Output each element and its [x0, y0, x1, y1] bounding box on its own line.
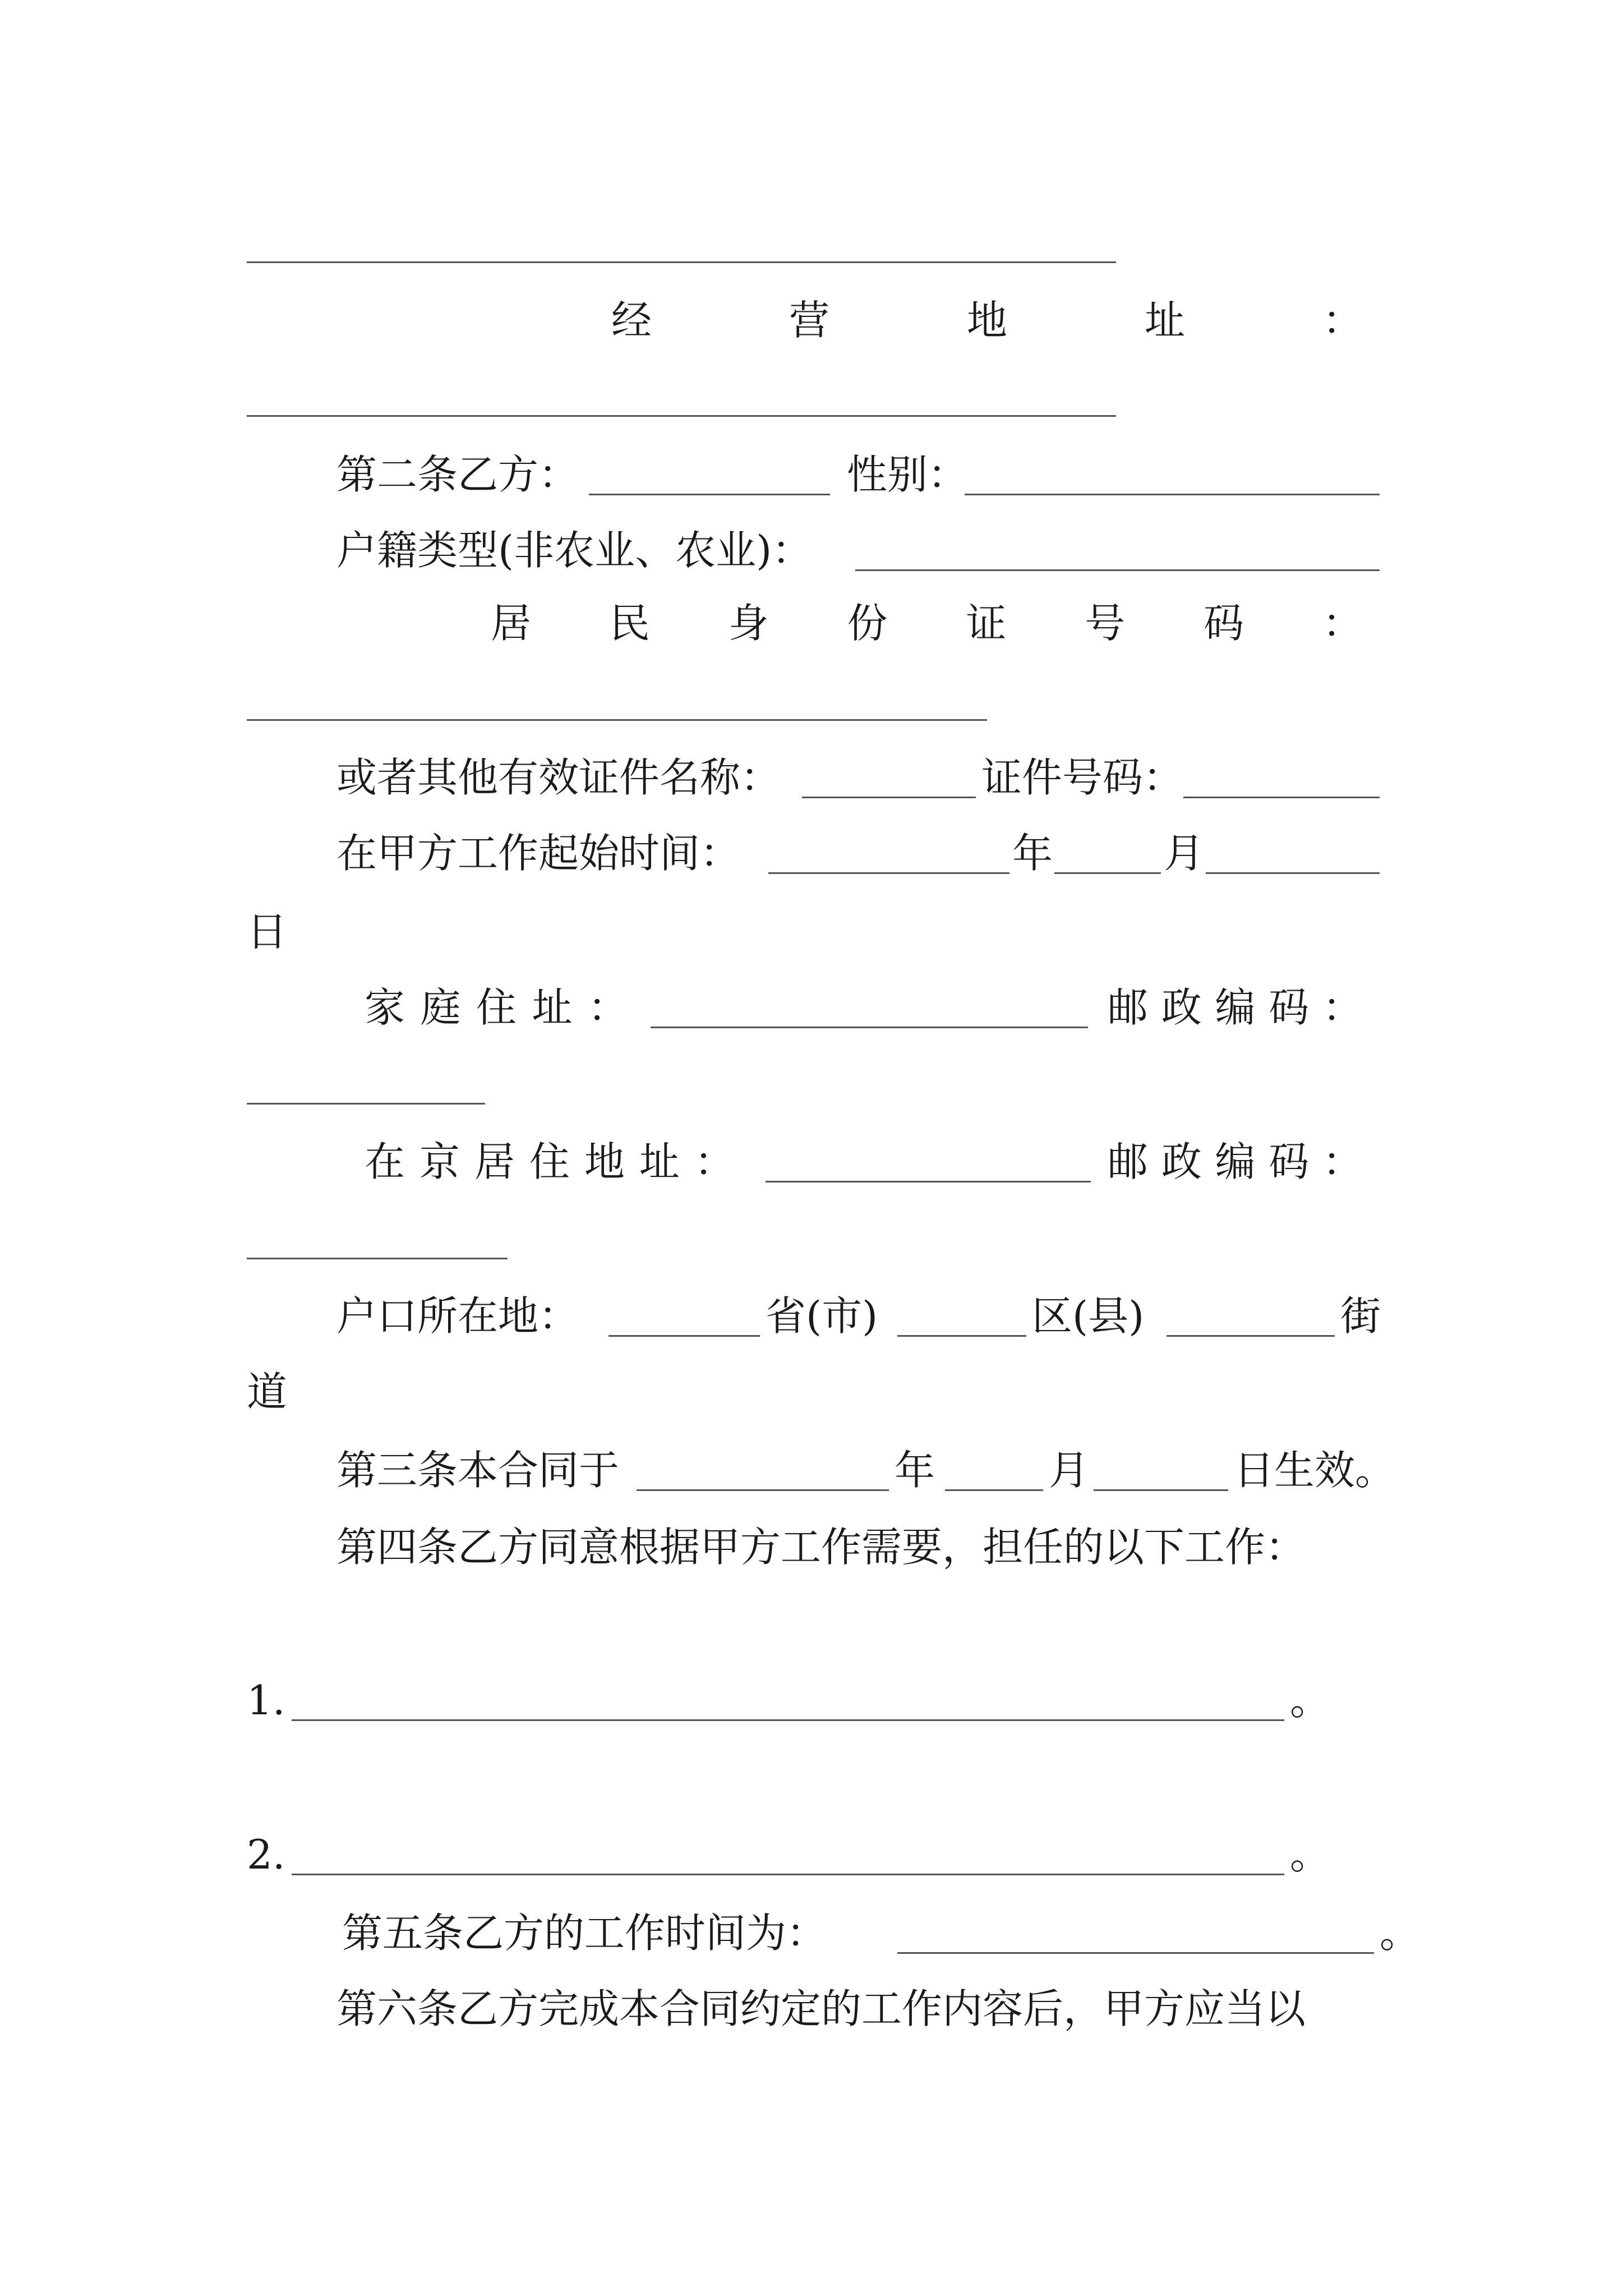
- label-char: 住: [529, 1138, 570, 1185]
- label-char: 民: [609, 600, 650, 647]
- effective-year-blank: [637, 1489, 889, 1491]
- other-id-blank: [802, 797, 976, 798]
- day-char: 日: [247, 908, 288, 955]
- label-char: 在: [365, 1138, 405, 1185]
- cert-number-label: 证件号码：: [981, 754, 1184, 801]
- province-label: 省(市): [766, 1292, 878, 1340]
- business-address-blank: [247, 415, 1116, 417]
- article4-text: 第四条乙方同意根据甲方工作需要，担任的以下工作：: [336, 1524, 1306, 1571]
- month-char: 月: [1164, 830, 1205, 877]
- street-char-1: 街: [1340, 1292, 1381, 1340]
- hukou-type-label: 户籍类型(非农业、农业)：: [336, 527, 813, 574]
- label-char: 居: [474, 1138, 515, 1185]
- label-char: ：: [1322, 984, 1363, 1031]
- postcode-label-2: [1108, 1138, 1363, 1185]
- home-address-label: [365, 984, 628, 1031]
- work-item-2-number: 2.: [247, 1831, 285, 1878]
- beijing-address-blank: [766, 1181, 1091, 1182]
- label-char: 政: [1161, 984, 1202, 1031]
- label-char: 地: [584, 1138, 625, 1185]
- work-item-1-blank: [292, 1719, 1284, 1721]
- cert-number-blank: [1183, 797, 1380, 798]
- label-char: 址: [639, 1138, 680, 1185]
- work-item-2-blank: [292, 1874, 1284, 1875]
- label-char: 家: [365, 984, 405, 1031]
- start-month-blank: [1054, 872, 1161, 874]
- label-char: 营: [789, 297, 829, 344]
- label-char: 编: [1215, 1138, 1256, 1185]
- label-char: 地: [966, 297, 1007, 344]
- start-time-label: 在甲方工作起始时间：: [336, 830, 741, 877]
- other-id-label: 或者其他有效证件名称：: [336, 754, 781, 801]
- effective-month-char: 月: [1049, 1447, 1090, 1494]
- article2-party-b-label: 第二条乙方：: [336, 451, 579, 498]
- label-char: 京: [419, 1138, 460, 1185]
- start-day-blank: [1206, 872, 1380, 874]
- label-char: 编: [1215, 984, 1256, 1031]
- work-item-1-period: 。: [1290, 1677, 1331, 1724]
- label-char: ：: [1322, 1138, 1363, 1185]
- effective-suffix: 日生效。: [1234, 1447, 1396, 1494]
- label-char: ：: [1322, 297, 1363, 344]
- article3-label: 第三条本合同于: [336, 1447, 620, 1494]
- gender-blank: [965, 494, 1380, 495]
- label-char: 证: [966, 600, 1007, 647]
- district-blank: [897, 1335, 1026, 1337]
- effective-month-blank: [945, 1489, 1043, 1491]
- label-char: 邮: [1108, 984, 1149, 1031]
- id-number-blank: [247, 719, 987, 721]
- home-postcode-blank: [247, 1103, 485, 1105]
- label-char: 居: [491, 600, 532, 647]
- province-blank: [608, 1335, 760, 1337]
- label-char: 址: [532, 984, 573, 1031]
- hukou-type-blank: [855, 569, 1380, 571]
- label-char: ：: [694, 1138, 735, 1185]
- work-time-blank: [897, 1952, 1374, 1954]
- label-char: 码: [1269, 1138, 1310, 1185]
- party-b-name-blank: [589, 494, 830, 495]
- postcode-label: [1108, 984, 1363, 1031]
- label-char: ：: [1322, 600, 1363, 647]
- beijing-postcode-blank: [247, 1258, 508, 1259]
- article5-period: 。: [1380, 1910, 1421, 1957]
- label-char: ：: [587, 984, 628, 1031]
- label-char: 址: [1144, 297, 1185, 344]
- label-char: 码: [1204, 600, 1244, 647]
- label-char: 码: [1269, 984, 1310, 1031]
- start-year-blank: [768, 872, 1009, 874]
- label-char: 住: [476, 984, 517, 1031]
- street-char-2: 道: [247, 1368, 288, 1415]
- business-address-label: [611, 297, 1363, 344]
- id-number-label: [491, 600, 1363, 647]
- work-item-2-period: 。: [1290, 1831, 1331, 1878]
- label-char: 庭: [420, 984, 461, 1031]
- blank-line: [247, 261, 1116, 263]
- street-blank: [1166, 1335, 1335, 1337]
- label-char: 邮: [1108, 1138, 1149, 1185]
- article6-text: 第六条乙方完成本合同约定的工作内容后，甲方应当以: [336, 1985, 1306, 2032]
- home-address-blank: [651, 1027, 1088, 1028]
- label-char: 政: [1161, 1138, 1202, 1185]
- label-char: 份: [847, 600, 888, 647]
- gender-label: 性别：: [847, 451, 969, 498]
- year-char: 年: [1012, 830, 1053, 877]
- district-label: 区(县): [1032, 1292, 1145, 1340]
- work-item-1-number: 1.: [247, 1677, 285, 1724]
- label-char: 经: [611, 297, 652, 344]
- effective-day-blank: [1094, 1489, 1228, 1491]
- hukou-place-label: 户口所在地：: [336, 1292, 579, 1340]
- beijing-address-label: [365, 1138, 735, 1185]
- effective-year-char: 年: [895, 1447, 935, 1494]
- label-char: 号: [1085, 600, 1126, 647]
- article5-text: 第五条乙方的工作时间为：: [342, 1910, 827, 1957]
- label-char: 身: [728, 600, 769, 647]
